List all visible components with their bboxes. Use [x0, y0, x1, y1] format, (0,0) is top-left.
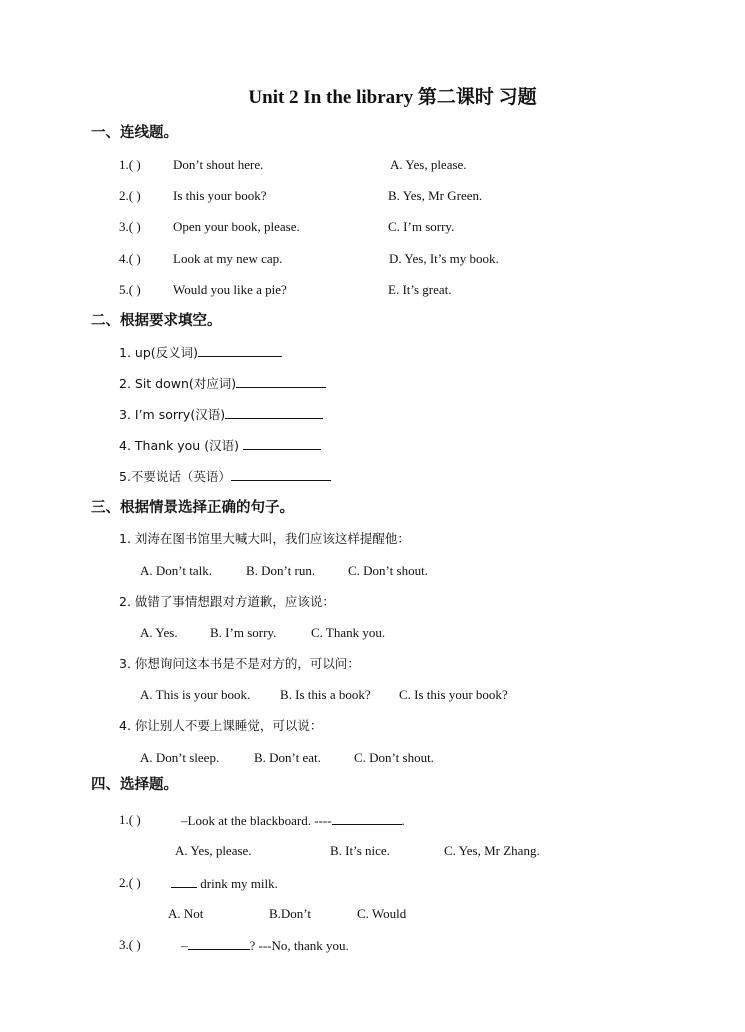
s2-item4-text: 4. Thank you (汉语): [119, 438, 243, 453]
s4-q1-option-b: B. It’s nice.: [330, 843, 390, 858]
s3-q1-option-a: A. Don’t talk.: [140, 563, 212, 578]
s4-q3-stem: [181, 937, 349, 954]
s4-q2-option-b: B.Don’t: [269, 906, 312, 921]
s3-q2-option-b: B. I’m sorry.: [210, 625, 277, 640]
s2-item2-text: 2. Sit down(对应词): [119, 376, 237, 391]
s3-q4-option-a: A. Don’t sleep.: [140, 750, 220, 765]
s1-item2-answer: B. Yes, Mr Green.: [388, 188, 483, 203]
s3-q1: 1. 刘涛在图书馆里大喊大叫，我们应该这样提醒他：: [119, 531, 410, 546]
s4-q2-number: 2.( ): [119, 875, 141, 890]
answer-blank[interactable]: [231, 468, 331, 481]
s1-item2-question: Is this your book?: [173, 188, 267, 203]
s1-item1-answer: A. Yes, please.: [390, 157, 467, 172]
s4-q2-stem: [171, 875, 278, 892]
s3-q1-option-b: B. Don’t run.: [246, 563, 316, 578]
s3-q4-option-c: C. Don’t shout.: [354, 750, 434, 765]
answer-blank[interactable]: [225, 406, 323, 419]
page-title: Unit 2 In the library 第二课时 习题: [248, 87, 537, 108]
s1-item1-question: Don’t shout here.: [173, 157, 264, 172]
s4-q2-option-c: C. Would: [357, 906, 407, 921]
s4-q1-stem: [181, 812, 405, 829]
s3-q3-option-a: A. This is your book.: [140, 687, 251, 702]
s4-q1-option-c: C. Yes, Mr Zhang.: [444, 843, 540, 858]
s2-item1-text: 1. up(反义词): [119, 345, 199, 360]
s1-item5-answer: E. It’s great.: [388, 282, 452, 297]
s3-q4: 4. 你让别人不要上课睡觉，可以说：: [119, 718, 323, 733]
section2-heading: 二、根据要求填空。: [91, 313, 222, 329]
answer-blank[interactable]: [171, 875, 197, 888]
s1-item4-number: 4.( ): [119, 251, 141, 266]
s2-item5: [119, 468, 331, 485]
section4-heading: 四、选择题。: [91, 777, 178, 793]
s2-item4: [119, 437, 321, 454]
s3-q3-option-b: B. Is this a book?: [280, 687, 371, 702]
s3-q2-option-a: A. Yes.: [140, 625, 178, 640]
answer-blank[interactable]: [332, 812, 402, 825]
s2-item3: [119, 406, 323, 423]
s4-q1-number: 1.( ): [119, 812, 141, 827]
s2-item2: [119, 375, 326, 392]
s3-q4-option-b: B. Don’t eat.: [254, 750, 321, 765]
s4-q3-number: 3.( ): [119, 937, 141, 952]
s4-q3-post: ? ---No, thank you.: [249, 938, 349, 953]
s1-item2-number: 2.( ): [119, 188, 141, 203]
s1-item3-answer: C. I’m sorry.: [388, 219, 455, 234]
s3-q3-option-c: C. Is this your book?: [399, 687, 508, 702]
answer-blank[interactable]: [188, 937, 250, 950]
s4-q3-pre: –: [181, 938, 188, 953]
s4-q1-post: .: [401, 813, 405, 828]
s4-q2-post: drink my milk.: [197, 876, 278, 891]
s1-item4-question: Look at my new cap.: [173, 251, 283, 266]
s1-item3-number: 3.( ): [119, 219, 141, 234]
s1-item5-number: 5.( ): [119, 282, 141, 297]
s4-q1-pre: –Look at the blackboard. ----: [181, 813, 332, 828]
s4-q1-option-a: A. Yes, please.: [175, 843, 252, 858]
s2-item1: [119, 344, 282, 361]
s2-item3-text: 3. I’m sorry(汉语): [119, 407, 226, 422]
s1-item4-answer: D. Yes, It’s my book.: [389, 251, 499, 266]
s4-q2-option-a: A. Not: [168, 906, 204, 921]
s3-q2: 2. 做错了事情想跟对方道歉，应该说：: [119, 594, 335, 609]
s3-q3: 3. 你想询问这本书是不是对方的，可以问：: [119, 656, 360, 671]
s1-item1-number: 1.( ): [119, 157, 141, 172]
section1-heading: 一、连线题。: [91, 125, 178, 141]
answer-blank[interactable]: [243, 437, 321, 450]
s1-item5-question: Would you like a pie?: [173, 282, 287, 297]
s1-item3-question: Open your book, please.: [173, 219, 300, 234]
answer-blank[interactable]: [236, 375, 326, 388]
s3-q2-option-c: C. Thank you.: [311, 625, 386, 640]
s3-q1-option-c: C. Don’t shout.: [348, 563, 428, 578]
s2-item5-text: 5.不要说话（英语）: [119, 469, 231, 484]
section3-heading: 三、根据情景选择正确的句子。: [91, 500, 294, 516]
answer-blank[interactable]: [198, 344, 282, 357]
